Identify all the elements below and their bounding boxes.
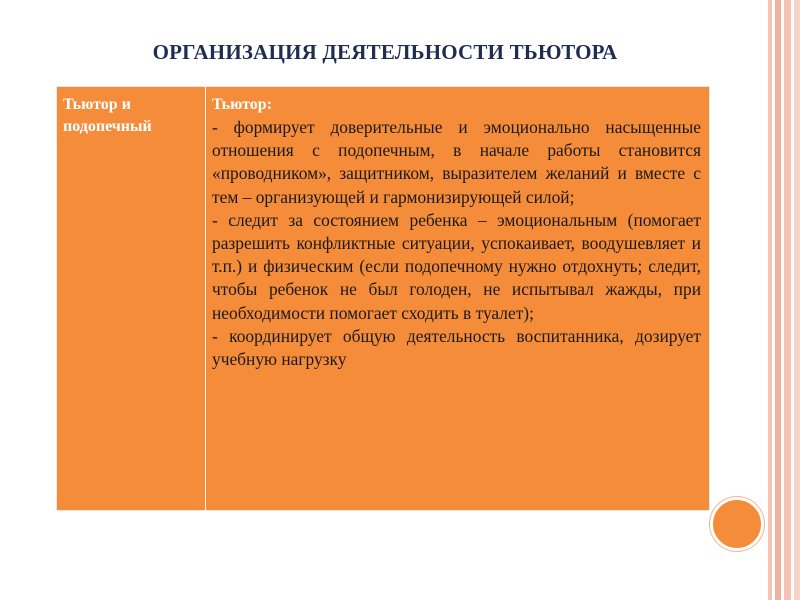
right-cell-heading: Тьютор: [212, 96, 273, 113]
content-table [56, 86, 710, 511]
paragraph-item: - формирует доверительные и эмоционально насыщенные отношения с подопечным, в начале работы становится «проводником», защитником, выразителем желаний и вместе с тем – организующей и гармонизирующей силой; [212, 117, 701, 207]
paragraph-item: - координирует общую деятельность воспитанника, дозирует учебную нагрузку [212, 325, 701, 370]
table-cell-left [57, 87, 206, 510]
decorative-stripes [765, 0, 800, 600]
left-cell-label: Тьютор и подопечный [63, 96, 152, 135]
slide-title: ОРГАНИЗАЦИЯ ДЕЯТЕЛЬНОСТИ ТЬЮТОРА [152, 40, 618, 64]
decorative-circle [710, 497, 764, 551]
paragraph-item: - следит за состоянием ребенка – эмоциональным (помогает разрешить конфликтные ситуации, успокаивает, воодушевляет и т.п.) и физическим (если подопечному нужно отдохнуть; следит, чтобы ребенок не был голоден, не испытывал жажды, при необходимости помогает сходить в туалет); [212, 209, 701, 323]
table-cell-right [206, 87, 709, 510]
